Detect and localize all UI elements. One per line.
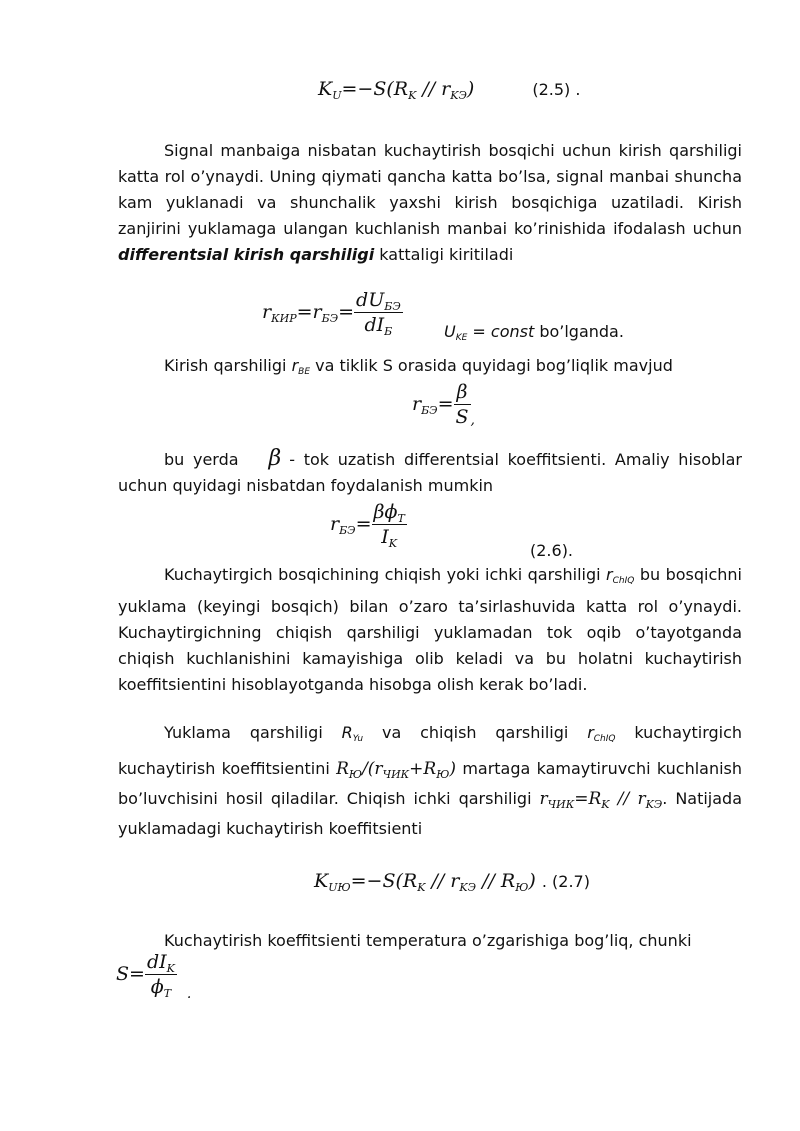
eq-2-7-mid2: // R (482, 870, 516, 892)
eq-s-lhs: S= (116, 962, 145, 985)
p6-text: Kuchaytirish koeffitsienti temperatura o’zgarishiga bog’liq, chunki (164, 931, 692, 950)
p5-eq-sub: ЧИК (547, 798, 575, 811)
p5-start: Yuklama qarshiligi (164, 723, 323, 742)
eq-2-6-den-sub: K (388, 537, 398, 550)
eq-2-6-fraction (372, 500, 407, 549)
p5-formula-mid: /(r (362, 759, 383, 779)
p5-eq-mid: // r (617, 789, 646, 809)
p2-end: va tiklik S orasida quyidagi bog’liqlik mavjud (310, 356, 673, 375)
condition-u-ke-const (444, 322, 624, 343)
p2-var: r (291, 356, 299, 375)
p4-start: Kuchaytirgich bosqichining chiqish yoki ichki qarshiligi (164, 565, 601, 584)
p2-start: Kirish qarshiligi (164, 356, 292, 375)
equation-2-5 (318, 78, 580, 100)
p5-formula-r: R (336, 759, 349, 779)
p2-sub: BE (298, 367, 311, 377)
p5-formula-sub: Ю (348, 768, 363, 781)
eq-rkir-fraction (354, 288, 403, 337)
p1-bold-term: differentsial kirish qarshiligi (118, 245, 375, 264)
equation-s (116, 950, 191, 1002)
p5-output-equation (539, 789, 662, 809)
p5-mid3: martaga kamaytiruvchi kuchlanish bo’luvchisini hosil qiladilar. Chiqish ichki qarshiligi (118, 759, 743, 808)
eq-rbe-fraction (454, 380, 471, 429)
eq-rkir-num-sub: БЭ (384, 300, 401, 313)
eq-2-5-rhs: =−S(R (341, 78, 409, 100)
p5-formula-plus: +R (409, 759, 437, 779)
p1-text: Signal manbaiga nisbatan kuchaytirish bosqichi uchun kirish qarshiligi katta rol o’ynaydi. Uning qiymati qancha katta bo’lsa, signal manbai shuncha kam yuklanadi va shunchalik yaxshi kirish bosqichiga uzatiladi. Kirish zanjirini yuklamaga ulangan kuchlanish manbai ko’rinishida ifodalash uchun (118, 141, 742, 238)
eq-2-5-lhs: K (318, 78, 333, 100)
eq-2-7-rhs: =−S(R (350, 870, 418, 892)
paragraph-beta-definition (118, 446, 742, 499)
cond-var: U (444, 322, 456, 341)
eq-rkir-num: dU (356, 289, 385, 311)
p5-eq-rhs: =R (574, 789, 602, 809)
eq-2-6-lhs-sub: БЭ (339, 523, 356, 537)
p4-var: r (606, 565, 613, 584)
eq-2-5-number: (2.5) . (532, 80, 581, 99)
p5-var-rchiq: r (587, 723, 594, 742)
eq-rbe-comma: , (470, 411, 475, 428)
eq-s-fraction (145, 950, 177, 999)
eq-2-7-lhs: K (314, 870, 329, 892)
eq-2-5-sub-ke: KЭ (450, 89, 467, 102)
eq-rkir-den-sub: Б (384, 325, 393, 338)
eq-2-5-close: ) (466, 78, 475, 100)
eq-rbe-lhs: r (412, 392, 422, 415)
eq-rbe-num: β (454, 380, 471, 405)
eq-rbe-lhs-sub: БЭ (421, 403, 438, 417)
p3-beta: β (268, 446, 282, 471)
eq-2-7-number: . (2.7) (541, 872, 590, 891)
eq-2-7-mid1: // r (431, 870, 460, 892)
eq-2-6-number: (2.6). (530, 541, 574, 560)
eq-rbe-den: S (455, 406, 469, 428)
eq-2-5-lhs-sub: U (332, 89, 342, 102)
eq-rkir-eq1: =r (296, 300, 322, 323)
paragraph-load-divider (118, 718, 742, 844)
cond-text: = const (467, 322, 535, 341)
eq-2-5-sub-k: K (408, 89, 417, 102)
p5-end: . Natijada yuklamadagi kuchaytirish koeffitsienti (118, 789, 743, 838)
p5-sub-chiq: ChIQ (593, 734, 616, 744)
p5-formula-sub2: ЧИК (382, 768, 410, 781)
eq-rkir-eq2: = (338, 300, 355, 323)
p5-eq-lhs: r (539, 789, 548, 809)
equation-rbe-beta-s (412, 380, 475, 429)
eq-2-6-num: βϕ (373, 501, 398, 523)
p4-end: bu bosqichni yuklama (keyingi bosqich) bilan o’zaro ta’sirlashuvida katta rol o’ynaydi. Kuchaytirgichning chiqish qarshiligi yuklamadan tok oqib o’tayotganda chiqish kuchlanishini kamayishiga olib keladi va bu holatni kuchaytirish koeffitsientini hisoblayotganda hisobga olish kerak bo’ladi. (118, 565, 742, 694)
p3-start: bu yerda (164, 450, 239, 469)
eq-rbe-eq: = (437, 392, 454, 415)
eq-2-6-eq: = (355, 512, 372, 535)
p1-end: kattaligi kiritiladi (379, 245, 514, 264)
eq-rkir-sub2: БЭ (321, 311, 339, 325)
eq-rkir-den: dI (364, 314, 385, 336)
p5-eq-sub3: KЭ (645, 798, 663, 811)
eq-2-7-lhs-sub: UЮ (328, 881, 351, 894)
p5-ratio-formula (336, 759, 456, 779)
cond-sub: KE (455, 333, 468, 343)
p4-sub: ChIQ (612, 576, 635, 586)
p5-var-r: R (341, 723, 353, 742)
eq-s-num: dI (146, 951, 167, 973)
eq-2-7-sub1: K (417, 881, 426, 894)
cond-end: bo’lganda. (534, 322, 624, 341)
eq-s-den: ϕ (150, 976, 164, 998)
eq-2-7-sub3: Ю (515, 881, 529, 894)
p5-eq-sub2: K (601, 798, 610, 811)
eq-s-den-sub: T (163, 987, 172, 1000)
p5-sub-yu: Yu (352, 734, 364, 744)
equation-2-6 (330, 500, 407, 549)
eq-s-num-sub: K (166, 962, 175, 975)
p5-formula-sub3: Ю (436, 768, 450, 781)
paragraph-temperature (118, 928, 742, 954)
eq-2-6-den: I (381, 526, 389, 548)
eq-2-5-mid: // r (416, 78, 451, 100)
equation-r-kir (262, 288, 403, 337)
p5-formula-close: ) (449, 759, 456, 779)
eq-2-6-lhs: r (330, 512, 340, 535)
p5-mid1: va chiqish qarshiligi (381, 723, 569, 742)
eq-2-7-close: ) (528, 870, 536, 892)
p3-mid: - tok uzatish differentsial koeffitsienti. Amaliy hisoblar uchun quyidagi nisbatdan foydalanish mumkin (118, 450, 742, 495)
eq-2-6-num-sub: T (397, 512, 405, 525)
equation-2-7 (314, 870, 590, 892)
p5-mid2: kuchaytirgich kuchaytirish koeffitsientini (118, 723, 743, 778)
eq-rkir-lhs-sub: КИР (271, 311, 297, 325)
eq-rkir-lhs: r (262, 300, 272, 323)
eq-s-dot: . (186, 985, 192, 1002)
eq-2-7-sub2: KЭ (459, 881, 477, 894)
paragraph-input-resistance (118, 138, 742, 268)
paragraph-output-resistance (118, 562, 742, 698)
